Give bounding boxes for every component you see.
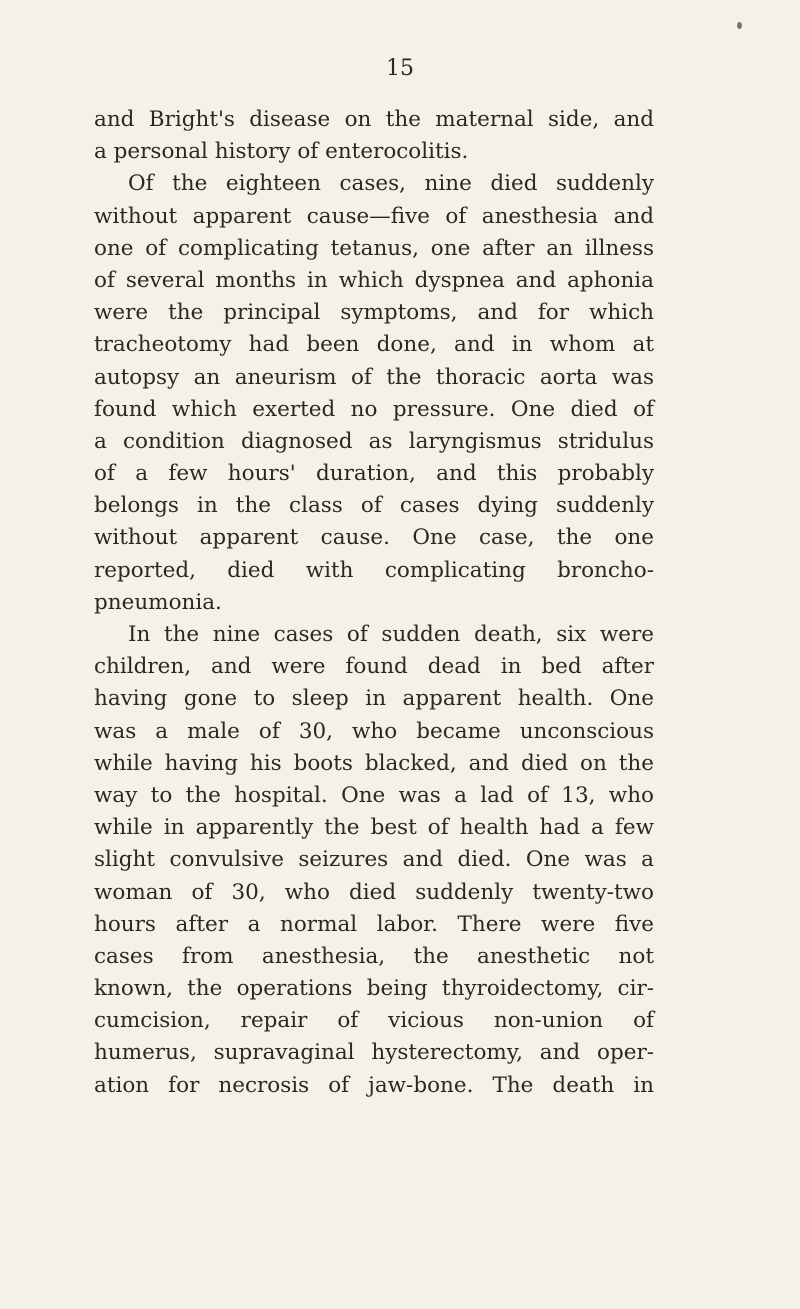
text-line: humerus, supravaginal hysterectomy, and oper- [94, 1040, 654, 1066]
text-line: a condition diagnosed as laryngismus stridulus [94, 428, 654, 454]
text-line: ation for necrosis of jaw-bone. The death in [94, 1072, 654, 1098]
text-line: pneumonia. [94, 589, 222, 615]
text-line: of several months in which dyspnea and aphonia [94, 267, 654, 293]
text-line: without apparent cause. One case, the one [94, 525, 654, 551]
text-line: found which exerted no pressure. One died of [94, 396, 654, 422]
text-line: a personal history of enterocolitis. [94, 139, 469, 165]
text-line: was a male of 30, who became unconscious [94, 718, 654, 744]
text-line: slight convulsive seizures and died. One was a [94, 847, 654, 873]
text-line: known, the operations being thyroidectomy, cir- [94, 976, 654, 1002]
text-line: cumcision, repair of vicious non-union of [94, 1008, 654, 1034]
text-line: way to the hospital. One was a lad of 13, who [94, 782, 654, 808]
text-line: tracheotomy had been done, and in whom at [94, 332, 654, 358]
body-text [94, 104, 654, 1102]
text-line: children, and were found dead in bed after [94, 654, 654, 680]
page-number: 15 [386, 56, 414, 81]
text-line: were the principal symptoms, and for which [94, 300, 654, 326]
text-line: In the nine cases of sudden death, six were [128, 622, 654, 647]
text-line: having gone to sleep in apparent health. One [94, 686, 654, 712]
text-line: belongs in the class of cases dying suddenly [94, 493, 654, 519]
text-line: while having his boots blacked, and died on the [94, 750, 654, 776]
text-line: while in apparently the best of health had a few [94, 815, 654, 841]
text-line: of a few hours' duration, and this probably [94, 461, 654, 487]
text-line: woman of 30, who died suddenly twenty-two [94, 879, 654, 905]
text-line: hours after a normal labor. There were five [94, 911, 654, 937]
text-line: one of complicating tetanus, one after an illness [94, 235, 654, 261]
text-line: without apparent cause—five of anesthesia and [94, 203, 654, 229]
text-line: cases from anesthesia, the anesthetic not [94, 943, 654, 969]
text-line: reported, died with complicating broncho- [94, 557, 654, 583]
text-line: autopsy an aneurism of the thoracic aorta was [94, 364, 654, 390]
text-line: Of the eighteen cases, nine died suddenly [128, 171, 654, 197]
text-line: and Bright's disease on the maternal side, and [94, 107, 654, 132]
paper-speck [737, 22, 742, 29]
